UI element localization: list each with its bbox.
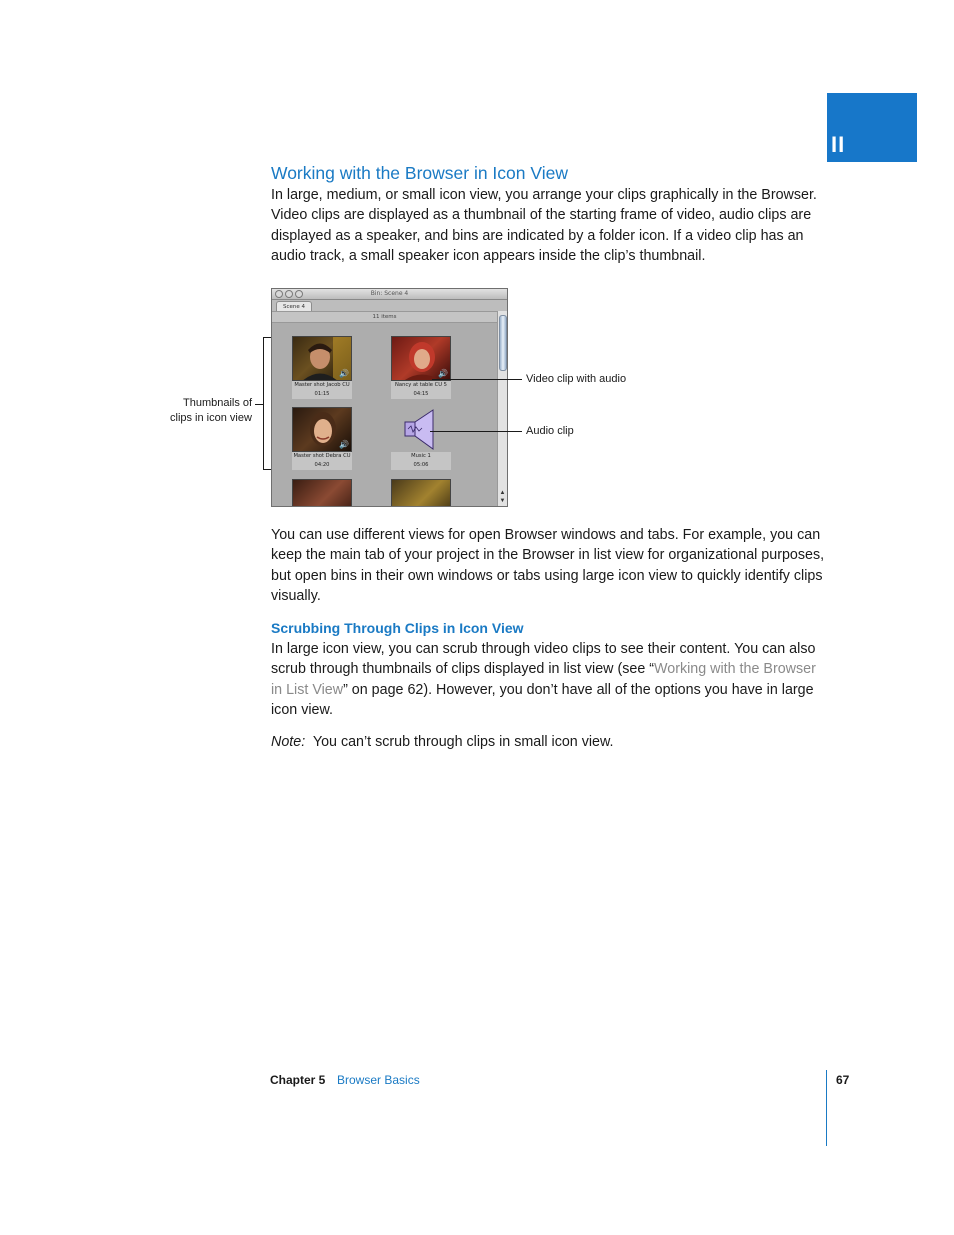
footer-chapter: Chapter 5	[270, 1073, 326, 1087]
browser-window-screenshot	[271, 288, 508, 507]
callout-audio-clip: Audio clip	[526, 425, 574, 437]
clip-name: Master shot Jacob CU	[294, 382, 350, 388]
bracket-bottom	[263, 469, 271, 470]
subsection-heading: Scrubbing Through Clips in Icon View	[271, 620, 524, 636]
part-tab-label: II	[831, 132, 846, 157]
clip-duration: 01:15	[314, 391, 330, 397]
scroll-down-arrow-icon[interactable]: ▼	[499, 498, 506, 504]
scroll-up-arrow-icon[interactable]: ▲	[499, 490, 506, 496]
clip-name: Nancy at table CU 5	[395, 382, 447, 388]
bracket-leader	[255, 404, 264, 405]
clip-duration: 05:06	[413, 462, 429, 468]
clip-duration: 04:20	[314, 462, 330, 468]
item-count: 11 items	[272, 311, 497, 323]
tab-scene-4[interactable]: Scene 4	[276, 301, 312, 312]
callout-video-with-audio: Video clip with audio	[526, 373, 627, 385]
callout-thumbnails-line1: Thumbnails of	[183, 397, 253, 409]
clip-duration: 04:15	[413, 391, 429, 397]
clip-name: Master shot Debra CU	[293, 453, 351, 459]
views-paragraph: You can use different views for open Browser windows and tabs. For example, you can keep the main tab of your project in the Browser in list view for organizational purposes, but open bins in their own windows or tabs using large icon view to quickly identify clips visually.	[271, 527, 825, 604]
speaker-small-icon: 🔊	[438, 369, 448, 378]
scrollbar-thumb[interactable]	[499, 315, 507, 371]
note-label: Note:	[271, 734, 306, 750]
callout-line-video	[432, 379, 522, 380]
footer-rule	[826, 1070, 827, 1146]
window-titlebar	[272, 289, 507, 300]
speaker-small-icon: 🔊	[339, 440, 349, 449]
intro-paragraph: In large, medium, or small icon view, you arrange your clips graphically in the Browser. Video clips are displayed as a thumbnail of the starting frame of video, audio clips are displayed as a speaker, and bins are indicated by a folder icon. If a video clip has an audio track, a small speaker icon appears inside the clip’s thumbnail.	[271, 187, 817, 264]
speaker-small-icon: 🔊	[339, 369, 349, 378]
callout-line-audio	[430, 431, 522, 432]
note	[271, 732, 614, 752]
window-title: Bin: Scene 4	[370, 290, 409, 297]
callout-thumbnails-line2: clips in icon view	[170, 412, 252, 424]
audio-speaker-icon	[391, 407, 451, 452]
part-tab	[827, 93, 917, 162]
footer-chapter-title: Browser Basics	[337, 1073, 420, 1087]
page-number: 67	[836, 1073, 850, 1087]
section-heading: Working with the Browser in Icon View	[271, 163, 568, 183]
clip-name: Music 1	[411, 453, 431, 459]
tab-bar	[272, 300, 507, 311]
vertical-scrollbar[interactable]	[497, 311, 507, 506]
cross-reference-link[interactable]: Working with the Browser in List View	[271, 661, 816, 698]
note-text: You can’t scrub through clips in small icon view.	[312, 734, 614, 750]
scrubbing-paragraph: In large icon view, you can scrub through video clips to see their content. You can also scrub through thumbnails of clips displayed in list view (see “Working with the Browser in List View” on page 62). However, you don’t have all of the options you have in large icon view.	[271, 641, 816, 718]
bracket-top	[263, 337, 271, 338]
